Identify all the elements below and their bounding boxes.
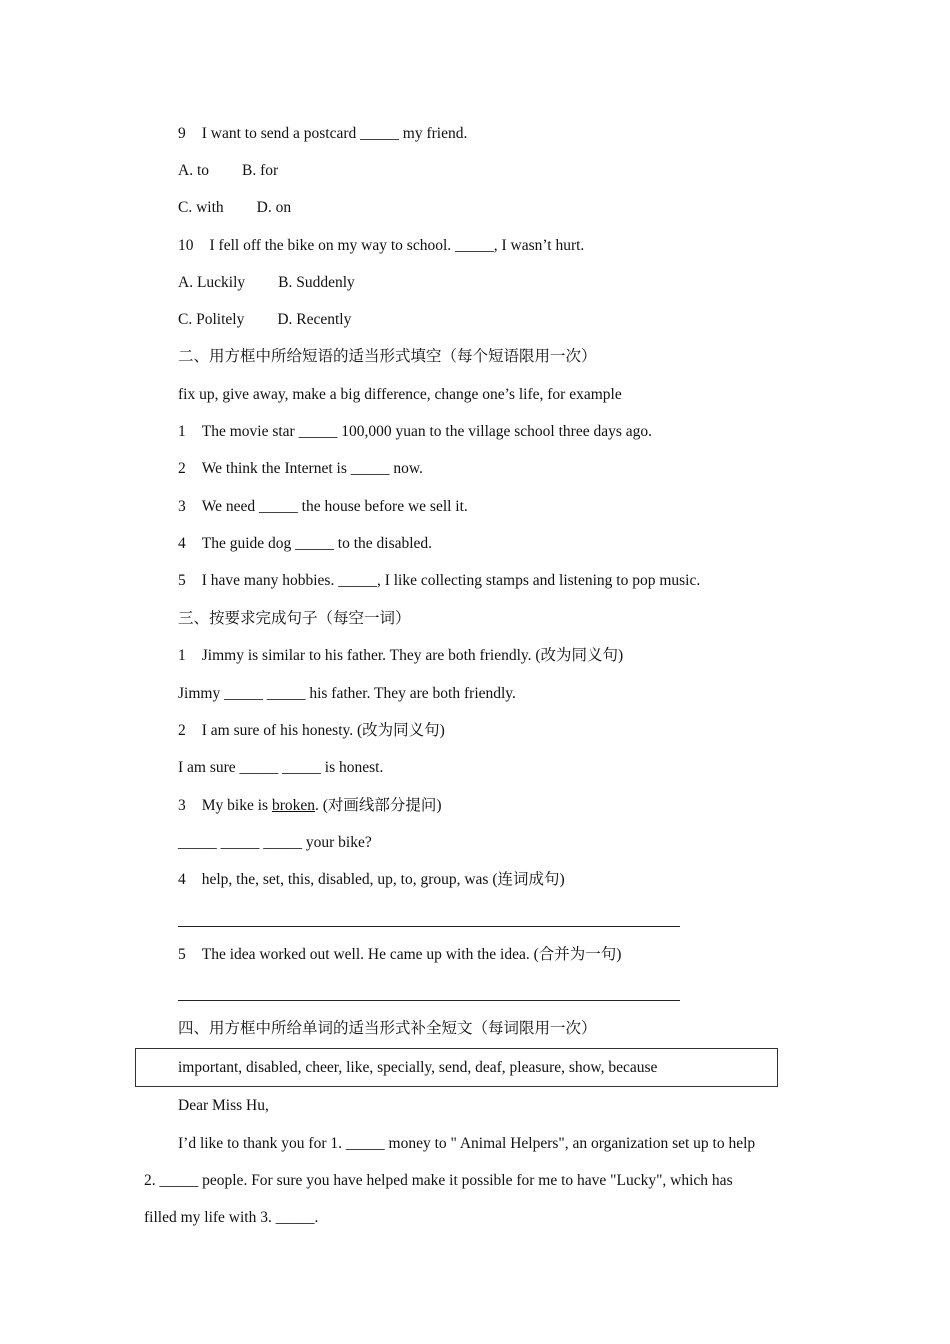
option-a: A. Luckily <box>178 274 246 291</box>
question-10 <box>178 236 584 256</box>
item-text: We think the Internet is _____ now. <box>201 460 423 477</box>
question-text: I am sure of his honesty. (改为同义句) <box>201 722 445 739</box>
rewrite-question-1 <box>178 646 623 666</box>
section-heading-2: 二、用方框中所给短语的适当形式填空（每个短语限用一次） <box>178 348 597 365</box>
item-text: The movie star _____ 100,000 yuan to the village school three days ago. <box>201 423 653 440</box>
rewrite-answer-1: Jimmy _____ _____ his father. They are both friendly. <box>178 685 516 702</box>
question-number: 9 <box>178 125 186 142</box>
item-number: 2 <box>178 460 186 477</box>
section-heading-3: 三、按要求完成句子（每空一词） <box>178 610 411 627</box>
fill-item-2 <box>178 459 423 479</box>
option-b: B. Suddenly <box>278 274 355 291</box>
fill-item-1 <box>178 422 652 442</box>
question-text: I fell off the bike on my way to school. _____, I wasn’t hurt. <box>209 237 585 254</box>
rewrite-question-4 <box>178 870 565 890</box>
option-d: D. on <box>256 199 292 216</box>
rewrite-question-3 <box>178 796 442 816</box>
rewrite-question-5 <box>178 945 621 965</box>
question-text: The idea worked out well. He came up with the idea. (合并为一句) <box>201 946 622 963</box>
option-a: A. to <box>178 162 209 179</box>
q10-options-row2 <box>178 310 351 330</box>
answer-line-5 <box>178 1000 680 1001</box>
q9-options-row1 <box>178 161 278 181</box>
question-9 <box>178 124 467 144</box>
option-c: C. Politely <box>178 311 245 328</box>
section-heading-4: 四、用方框中所给单词的适当形式补全短文（每词限用一次） <box>178 1020 597 1037</box>
option-d: D. Recently <box>277 311 352 328</box>
q10-options-row1 <box>178 273 355 293</box>
q9-options-row2 <box>178 198 291 218</box>
letter-line-1: I’d like to thank you for 1. _____ money to " Animal Helpers", an organization set up to help <box>178 1135 756 1152</box>
answer-line-4 <box>178 926 680 927</box>
item-number: 5 <box>178 572 186 589</box>
question-text: I want to send a postcard _____ my friend. <box>201 125 468 142</box>
phrase-list: fix up, give away, make a big difference, change one’s life, for example <box>178 386 622 403</box>
item-number: 3 <box>178 498 186 515</box>
question-number: 2 <box>178 722 186 739</box>
item-text: I have many hobbies. _____, I like collecting stamps and listening to pop music. <box>201 572 701 589</box>
item-text: We need _____ the house before we sell it. <box>201 498 468 515</box>
underlined-word: broken <box>271 797 315 814</box>
fill-item-5 <box>178 571 700 591</box>
letter-line-2: 2. _____ people. For sure you have helped make it possible for me to have "Lucky", which has <box>144 1172 733 1189</box>
option-b: B. for <box>242 162 279 179</box>
item-number: 1 <box>178 423 186 440</box>
question-number: 1 <box>178 647 186 664</box>
question-text-pre: My bike is <box>201 797 272 814</box>
question-text-post: . (对画线部分提问) <box>314 797 442 814</box>
item-number: 4 <box>178 535 186 552</box>
fill-item-3 <box>178 497 468 517</box>
question-text: help, the, set, this, disabled, up, to, group, was (连词成句) <box>201 871 565 888</box>
option-c: C. with <box>178 199 224 216</box>
item-text: The guide dog _____ to the disabled. <box>201 535 433 552</box>
fill-item-4 <box>178 534 432 554</box>
letter-salutation: Dear Miss Hu, <box>178 1097 269 1114</box>
question-number: 4 <box>178 871 186 888</box>
question-number: 5 <box>178 946 186 963</box>
question-text: Jimmy is similar to his father. They are both friendly. (改为同义句) <box>201 647 624 664</box>
letter-line-3: filled my life with 3. _____. <box>144 1209 319 1226</box>
question-number: 10 <box>178 237 194 254</box>
question-number: 3 <box>178 797 186 814</box>
rewrite-question-2 <box>178 721 445 741</box>
rewrite-answer-2: I am sure _____ _____ is honest. <box>178 759 384 776</box>
word-list: important, disabled, cheer, like, specially, send, deaf, pleasure, show, because <box>178 1059 658 1076</box>
rewrite-answer-3: _____ _____ _____ your bike? <box>178 834 372 851</box>
